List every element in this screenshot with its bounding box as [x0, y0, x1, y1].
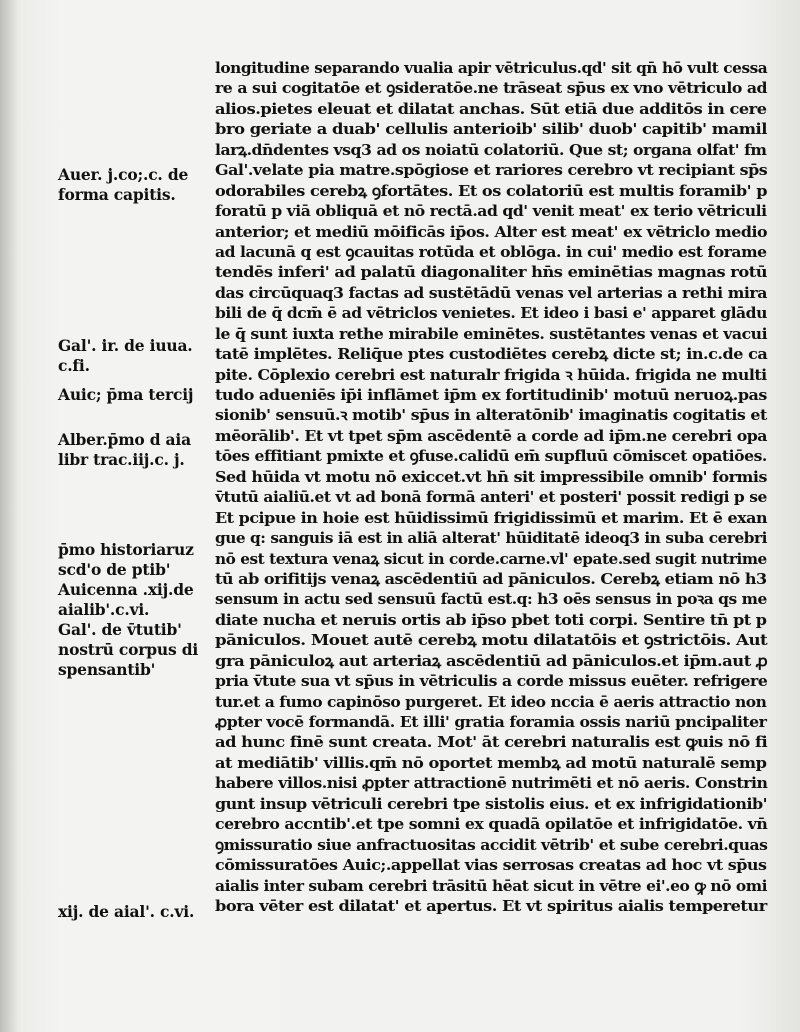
- margin-note: [58, 902, 208, 922]
- margin-note-line: nostrū corpus di: [58, 640, 199, 659]
- text-line: longitudine separando vualia apir vētriculus.qd' sit qn̄ hō vult cessa: [215, 59, 768, 77]
- margin-note: [58, 385, 208, 405]
- text-line: tudo adueniēs ip̄i inflāmet ip̄m ex fortitudinib' motuū neruoꝝ.pas: [215, 386, 767, 404]
- text-line: bora vēter est dilatat' et apertus. Et vt spiritus aialis temperetur: [215, 896, 767, 915]
- margin-note-line: Auic; p̄ma tercij: [58, 385, 194, 404]
- text-line: tendēs inferi' ad palatū diagonaliter hn̄s eminētias magnas rotū: [215, 263, 768, 282]
- margin-note-line: c.fi.: [58, 356, 90, 375]
- text-line: tur.et a fumo capinōso purgeret. Et ideo nccia ē aeris attractio non: [215, 692, 767, 711]
- main-text-column: [215, 58, 770, 916]
- margin-note-line: Gal'. ir. de iuua.: [58, 336, 193, 355]
- text-line: Et pcipue in hoie est hūidissimū frigidissimū et marim. Et ē exan: [215, 508, 768, 527]
- text-line: nō est textura venaꝝ sicut in corde.carne.vl' epate.sed sugit nutrime: [215, 549, 767, 568]
- text-line: pria v̄tute sua vt sp̄us in vētriculis a corde missus euēter. refrigere: [215, 672, 768, 691]
- margin-note-line: p̄mo historiaruz: [58, 540, 194, 559]
- text-line: cerebro accntib'.et tpe somni ex quadā opilatōe et infrigidatōe. vn̄: [215, 815, 768, 834]
- margin-note-line: Gal'. de v̄tutib': [58, 620, 182, 639]
- text-line: tū ab orifitijs venaꝝ ascēdentiū ad pāniculos. Cerebꝝ etiam nō h3: [215, 569, 767, 588]
- text-line: ꝯmissuratio siue anfractuositas accidit vētrib' et sube cerebri.quas: [215, 835, 768, 854]
- text-line: anterior; et mediū mōificās ip̄os. Alter est meat' ex vētriclo medio: [215, 222, 768, 241]
- text-line: tatē implētes. Reliq̄ue ptes custodiētes cerebꝝ dicte st; in.c.de ca: [215, 345, 768, 364]
- text-line: le q̄ sunt iuxta rethe mirabile eminētes. sustētantes venas et vacui: [215, 324, 768, 343]
- text-line: das circūquaq3 factas ad sustētādū venas vel arterias a rethi mira: [215, 283, 767, 302]
- margin-note: [58, 540, 208, 680]
- text-line: gue q: sanguis iā est in aliā alterat' hūiditatē ideoq3 in suba cerebri: [215, 529, 767, 548]
- text-line: diate nucha et neruis ortis ab ip̄so pbet toti corpi. Sentire tn̄ pt p: [215, 610, 767, 629]
- margin-note: [58, 430, 208, 470]
- margin-note-line: aialib'.c.vi.: [58, 600, 150, 619]
- text-line: pite. Cōplexio cerebri est naturalr frigida ꝛ hūida. frigida ne multi: [215, 365, 767, 384]
- margin-note-line: Auer. j.co;.c. de: [58, 165, 189, 184]
- margin-note-line: scd'o de ptib': [58, 560, 171, 579]
- text-line: foratū p viā obliquā et nō rectā.ad qd' venit meat' ex terio vētriculi: [215, 202, 767, 221]
- margin-note-line: spensantib': [58, 660, 156, 679]
- text-line: gunt insup vētriculi cerebri tpe sistolis eius. et ex infrigidationib': [215, 794, 768, 813]
- text-line: tōes effitiant pmixte et ꝯfuse.calidū em̄ supfluū cōmiscet opatiōes.: [215, 447, 767, 466]
- text-line: alios.pietes eleuat et dilatat anchas. Sūt etiā due additōs in cere: [215, 99, 767, 118]
- text-line: sionib' sensuū.ꝛ motib' sp̄us in alteratōnib' imaginatis cogitatis et: [215, 406, 767, 425]
- text-line: ad hunc finē sunt creata. Mot' āt cerebri naturalis est ꝙuis nō fi: [215, 733, 768, 752]
- margin-note-line: Auicenna .xij.de: [58, 580, 194, 599]
- text-line: aialis inter subam cerebri trāsitū hēat sicut in vētre ei'.eo ꝙ nō omi: [215, 876, 768, 895]
- margin-note-line: forma capitis.: [58, 185, 176, 204]
- text-line: sensum in actu sed sensuū factū est.q: h3 oēs sensus in poꝛa qs me: [215, 590, 767, 609]
- text-line: ad lacunā q est ꝯcauitas rotūda et oblōga. in cui' medio est forame: [215, 242, 767, 261]
- text-line: gra pāniculoꝝ aut arteriaꝝ ascēdentiū ad pāniculos.et ip̄m.aut ꝓ: [215, 651, 768, 670]
- text-line: re a sui cogitatōe et ꝯsideratōe.ne trāseat sp̄us ex vno vētriculo ad: [215, 79, 768, 98]
- text-line: odorabiles cerebꝝ ꝯfortātes. Et os colatoriū est multis foramib' p: [215, 181, 768, 200]
- text-line: ꝓpter vocē formandā. Et illi' gratia foramia ossis nariū pncipaliter: [215, 713, 767, 731]
- margin-note-line: libr trac.iij.c. j.: [58, 450, 185, 469]
- text-line: cōmissuratōes Auic;.appellat vias serrosas creatas ad hoc vt sp̄us: [215, 856, 767, 875]
- text-line: bro geriate a duab' cellulis anterioib' silib' duob' capitib' mamil: [215, 120, 767, 139]
- margin-note-line: Alber.p̄mo d aia: [58, 430, 191, 449]
- margin-note: [58, 336, 208, 376]
- text-line: Sed hūida vt motu nō exiccet.vt hn̄ sit impressibile omnib' formis: [215, 467, 767, 486]
- text-line: at mediātib' villis.qm̄ nō oportet membꝝ ad motū naturalē semp: [215, 753, 767, 772]
- margin-note: [58, 165, 208, 205]
- text-line: larꝝ.dn̄dentes vsq3 ad os noiatū colatoriū. Que st; organa olfat' fm: [215, 140, 767, 159]
- text-line: Gal'.velate pia matre.spōgiose et rariores cerebro vt recipiant sp̄s: [215, 161, 768, 180]
- text-line: bili de q̄ dcm̄ ē ad vētriclos venietes. Et ideo i basi e' apparet glādu: [215, 304, 767, 323]
- text-line: pāniculos. Mouet autē cerebꝝ motu dilatatōis et ꝯstrictōis. Aut: [215, 631, 768, 650]
- margin-notes: [0, 0, 215, 1032]
- text-line: mēorālib'. Et vt tpet sp̄m ascēdentē a corde ad ip̄m.ne cerebri opa: [215, 426, 768, 445]
- text-line: habere villos.nisi ꝓpter attractionē nutrimēti et nō aeris. Constrin: [215, 774, 768, 793]
- margin-note-line: xij. de aial'. c.vi.: [58, 902, 195, 921]
- text-line: v̄tutū aialiū.et vt ad bonā formā anteri' et posteri' possit redigi p se: [215, 488, 767, 507]
